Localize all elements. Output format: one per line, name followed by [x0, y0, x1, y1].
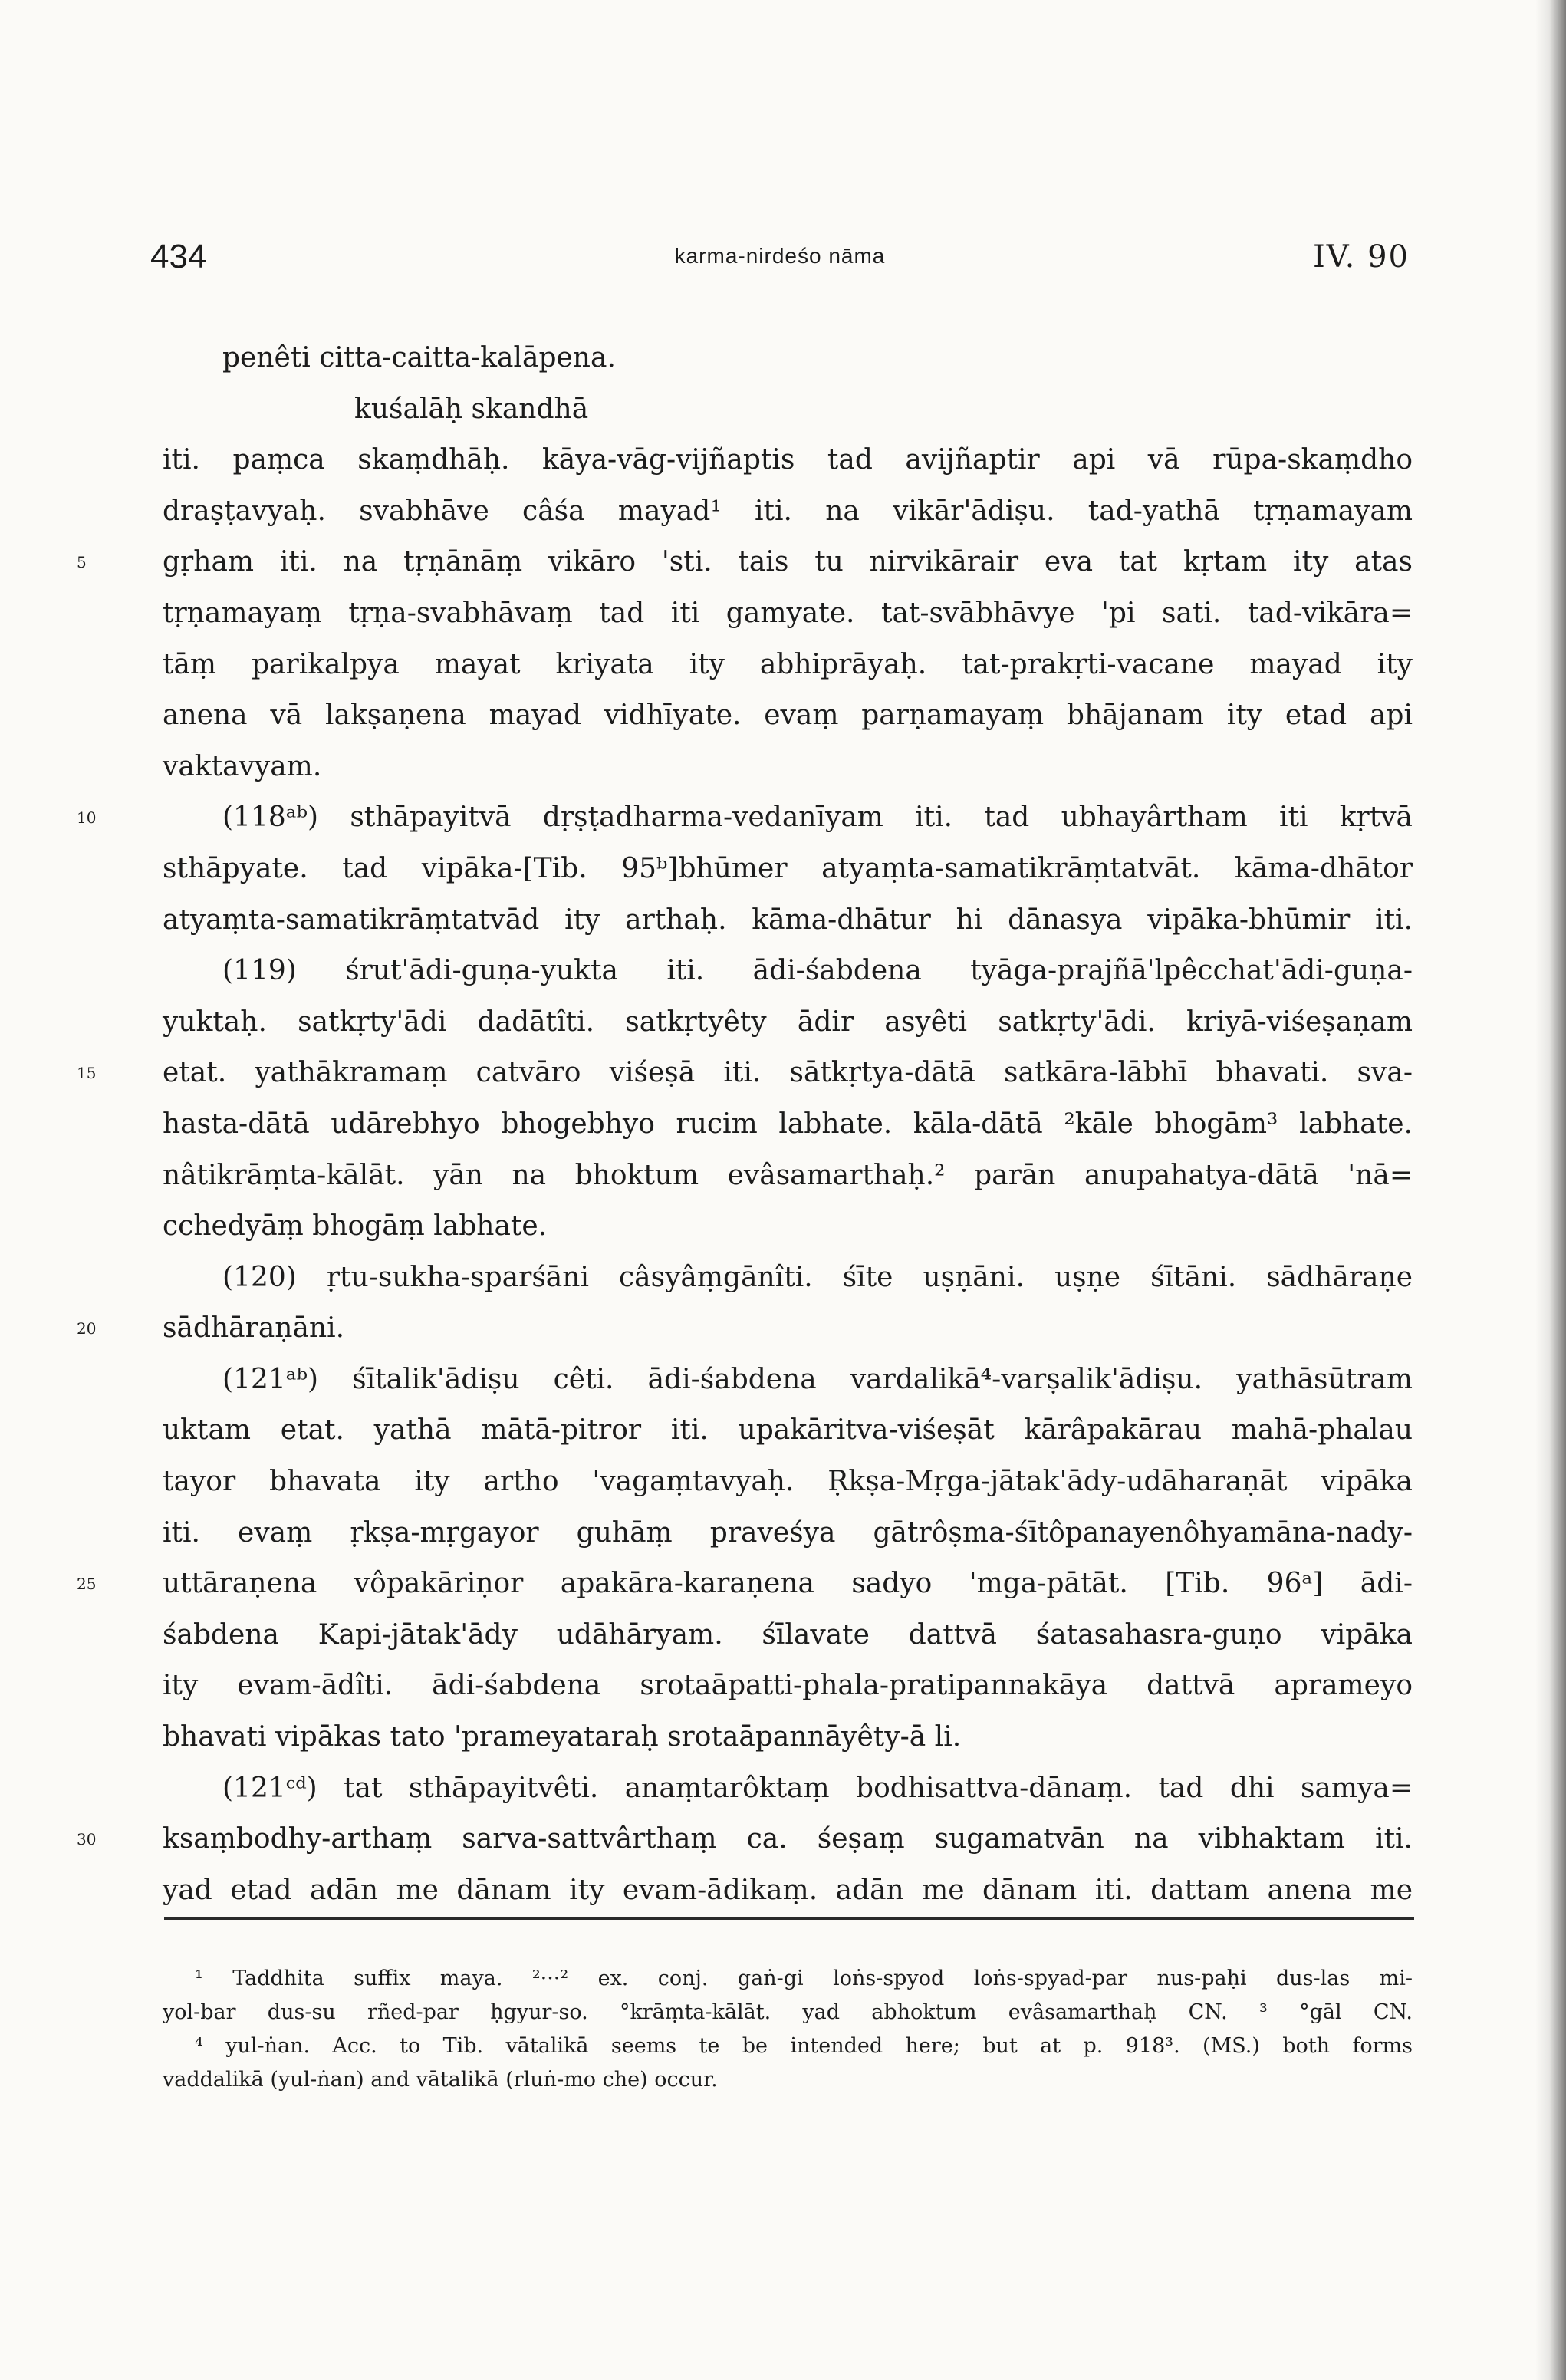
footnote-line: ⁴ yul-ṅan. Acc. to Tib. vātalikā seems te be intended here; but at p. 918³. (MS.) both forms: [195, 2034, 1413, 2058]
text-line: cchedyāṃ bhogāṃ labhate.: [163, 1210, 548, 1243]
footnote-line: vaddalikā (yul-ṅan) and vātalikā (rluṅ-mo che) occur.: [163, 2068, 718, 2092]
text-line: (121ᶜᵈ) tat sthāpayitvêti. anaṃtarôktaṃ bodhisattva-dānaṃ. tad dhi samya=: [222, 1772, 1413, 1804]
text-line: śabdena Kapi-jātak'ādy udāhāryam. śīlavate dattvā śatasahasra-guṇo vipāka: [163, 1618, 1413, 1651]
line-number: 10: [77, 808, 97, 828]
footnote-line: ¹ Taddhita suffix maya. ²···² ex. conj. gaṅ-gi loṅs-spyod loṅs-spyad-par nus-paḥi dus-las mi-: [195, 1967, 1413, 1990]
text-line: tāṃ parikalpya mayat kriyata ity abhiprāyaḥ. tat-prakṛti-vacane mayad ity: [163, 648, 1413, 680]
text-line: kuśalāḥ skandhā: [354, 393, 589, 425]
text-line: 30 ksaṃbodhy-arthaṃ sarva-sattvârthaṃ ca. śeṣaṃ sugamatvān na vibhaktam iti.: [163, 1814, 1413, 1865]
line-number: 20: [77, 1319, 97, 1338]
line-number: 25: [77, 1575, 97, 1594]
text-line: 5 gṛham iti. na tṛṇānāṃ vikāro 'sti. tais tu nirvikārair eva tat kṛtam ity atas: [163, 537, 1413, 588]
page-edge-shadow: [1535, 0, 1566, 2380]
text-line: iti. paṃca skaṃdhāḥ. kāya-vāg-vijñaptis tad avijñaptir api vā rūpa-skaṃdho: [163, 444, 1413, 476]
text-line: (121ᵃᵇ) śītalik'ādiṣu cêti. ādi-śabdena vardalikā⁴-varṣalik'ādiṣu. yathāsūtram: [222, 1363, 1413, 1395]
section-number: IV. 90: [1312, 239, 1410, 275]
text-line: tṛṇamayaṃ tṛṇa-svabhāvaṃ tad iti gamyate. tat-svābhāvye 'pi sati. tad-vikāra=: [163, 597, 1413, 629]
text-line: yad etad adān me dānam ity evam-ādikaṃ. adān me dānam iti. dattam anena me: [163, 1874, 1413, 1906]
text-line: (120) ṛtu-sukha-sparśāni câsyâṃgānîti. śīte uṣṇāni. uṣṇe śītāni. sādhāraṇe: [222, 1261, 1413, 1293]
text-line: sthāpyate. tad vipāka-[Tib. 95ᵇ]bhūmer atyaṃta-samatikrāṃtatvāt. kāma-dhātor: [163, 852, 1413, 884]
line-number: 15: [77, 1064, 97, 1083]
footnote-rule: [164, 1917, 1414, 1920]
text-line: draṣṭavyaḥ. svabhāve câśa mayad¹ iti. na vikār'ādiṣu. tad-yathā tṛṇamayam: [163, 495, 1413, 527]
text-line: 15 etat. yathākramaṃ catvāro viśeṣā iti. sātkṛtya-dātā satkāra-lābhī bhavati. sva-: [163, 1048, 1413, 1099]
main-text: [77, 333, 1413, 1916]
line-number: 30: [77, 1830, 97, 1849]
text-line: (119) śrut'ādi-guṇa-yukta iti. ādi-śabdena tyāga-prajñā'lpêcchat'ādi-guṇa-: [222, 955, 1413, 987]
footnotes: [163, 1962, 1413, 2097]
text-line: nâtikrāṃta-kālāt. yān na bhoktum evâsamarthaḥ.² parān anupahatya-dātā 'nā=: [163, 1159, 1413, 1191]
page-number: 434: [150, 238, 207, 275]
text-line: iti. evaṃ ṛkṣa-mṛgayor guhāṃ praveśya gātrôṣma-śītôpanayenôhyamāna-nady-: [163, 1516, 1413, 1549]
footnote-line: yol-bar dus-su rñed-par ḥgyur-so. °krāṃta-kālāt. yad abhoktum evâsamarthaḥ CN. ³ °gāl CN.: [163, 2000, 1413, 2024]
text-line: ity evam-ādîti. ādi-śabdena srotaāpatti-phala-pratipannakāya dattvā aprameyo: [163, 1670, 1413, 1702]
page-header: [150, 238, 1410, 284]
running-head: karma-nirdeśo nāma: [674, 244, 886, 268]
text-line: hasta-dātā udārebhyo bhogebhyo rucim labhate. kāla-dātā ²kāle bhogām³ labhate.: [163, 1108, 1413, 1140]
text-line: 10 (118ᵃᵇ) sthāpayitvā dṛṣṭadharma-vedanīyam iti. tad ubhayârtham iti kṛtvā: [163, 792, 1413, 844]
text-line: atyaṃta-samatikrāṃtatvād ity arthaḥ. kāma-dhātur hi dānasya vipāka-bhūmir iti.: [163, 904, 1413, 936]
text-line: uktam etat. yathā mātā-pitror iti. upakāritva-viśeṣāt kārâpakārau mahā-phalau: [163, 1414, 1413, 1447]
line-number: 5: [77, 553, 87, 572]
text-line: tayor bhavata ity artho 'vagaṃtavyaḥ. Ṛkṣa-Mṛga-jātak'ādy-udāharaṇāt vipāka: [163, 1466, 1413, 1498]
text-line: anena vā lakṣaṇena mayad vidhīyate. evaṃ parṇamayaṃ bhājanam ity etad api: [163, 700, 1413, 732]
text-line: 20 sādhāraṇāni.: [163, 1303, 1413, 1355]
text-line: 25 uttāraṇena vôpakāriṇor apakāra-karaṇena sadyo 'mga-pātāt. [Tib. 96ᵃ] ādi-: [163, 1559, 1413, 1610]
text-line: penêti citta-caitta-kalāpena.: [222, 342, 616, 374]
text-line: bhavati vipākas tato 'prameyataraḥ srotaāpannāyêty-ā li.: [163, 1721, 962, 1753]
text-line: yuktaḥ. satkṛty'ādi dadātîti. satkṛtyêty ādir asyêti satkṛty'ādi. kriyā-viśeṣaṇam: [163, 1006, 1413, 1038]
text-line: vaktavyam.: [163, 750, 322, 782]
